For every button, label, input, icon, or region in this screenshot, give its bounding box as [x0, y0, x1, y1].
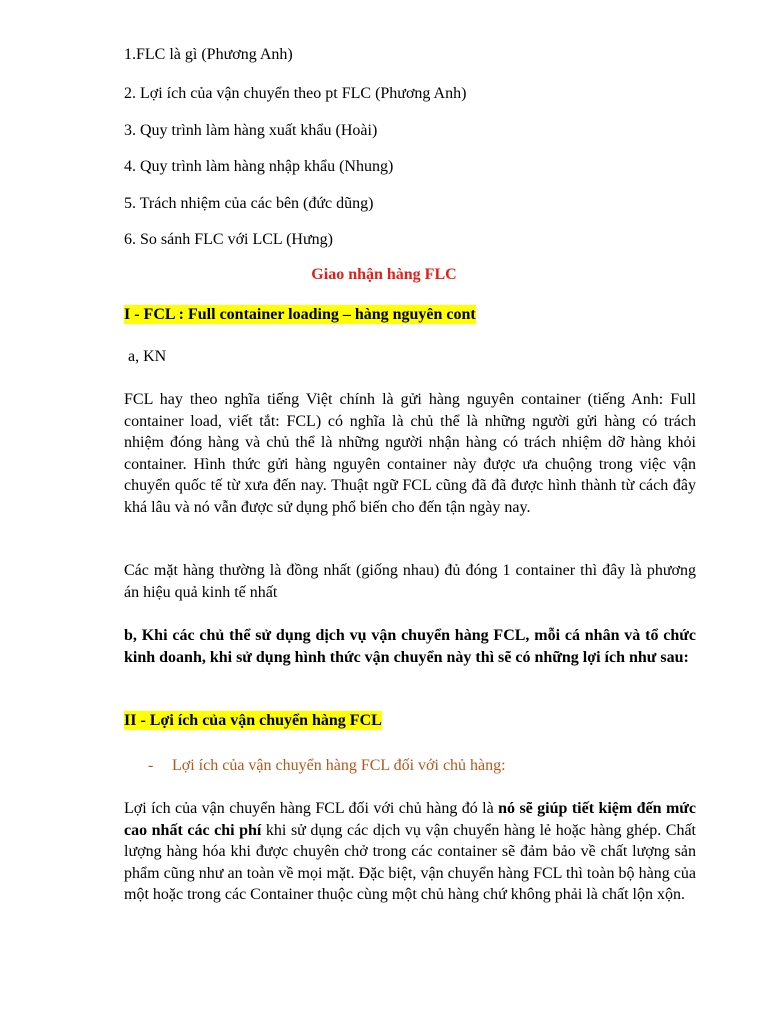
bullet-text: Lợi ích của vận chuyển hàng FCL đối với chủ hàng: — [172, 757, 506, 774]
section1-subheading: a, KN — [124, 348, 167, 365]
bullet-item — [148, 755, 506, 777]
section2-heading — [124, 710, 382, 732]
document-title: Giao nhận hàng FLC — [311, 266, 457, 283]
bullet-dash: - — [148, 757, 154, 774]
toc-item-5: 5. Trách nhiệm của các bên (đức dũng) — [124, 195, 374, 212]
section1-paragraph-3: b, Khi các chủ thể sử dụng dịch vụ vận chuyển hàng FCL, mỗi cá nhân và tổ chức kinh doanh, khi sử dụng hình thức vận chuyển này thì sẽ có những lợi ích như sau: — [124, 627, 696, 666]
section1-paragraph-2: Các mặt hàng thường là đồng nhất (giống nhau) đủ đóng 1 container thì đây là phương án hiệu quả kinh tế nhất — [124, 562, 696, 601]
section2-paragraph — [124, 798, 696, 906]
toc-item-1: 1.FLC là gì (Phương Anh) — [124, 46, 293, 63]
toc-item-4: 4. Quy trình làm hàng nhập khẩu (Nhung) — [124, 158, 394, 175]
section2-heading-text: II - Lợi ích của vận chuyển hàng FCL — [124, 712, 382, 729]
toc-item-2: 2. Lợi ích của vận chuyển theo pt FLC (Phương Anh) — [124, 85, 467, 102]
section1-heading — [124, 304, 476, 326]
toc-item-6: 6. So sánh FLC với LCL (Hưng) — [124, 231, 333, 248]
section2-paragraph-bold: nó sẽ giúp tiết kiệm đến mức cao nhất các chi phí — [124, 800, 697, 839]
section2-paragraph-end: khi sử dụng các dịch vụ vận chuyển hàng lẻ hoặc hàng ghép. Chất lượng hàng hóa khi được chuyên chở trong các container sẽ đảm bảo về chất lượng sản phẩm cũng như an toàn về mọi mặt. Đặc biệt, vận chuyển hàng FCL thì toàn bộ hàng của một hoặc trong các Container thuộc cùng một chủ hàng chứ không phải là chất lộn xộn. — [124, 821, 696, 903]
section1-heading-text: I - FCL : Full container loading – hàng nguyên cont — [124, 306, 476, 323]
section2-paragraph-start: Lợi ích của vận chuyển hàng FCL đối với chủ hàng đó là — [124, 800, 499, 817]
toc-item-3: 3. Quy trình làm hàng xuất khẩu (Hoài) — [124, 122, 378, 139]
section1-paragraph-1: FCL hay theo nghĩa tiếng Việt chính là gửi hàng nguyên container (tiếng Anh: Full container load, viết tắt: FCL) có nghĩa là chủ thể là những người gửi hàng có trách nhiệm đóng hàng và chủ thể là những người nhận hàng có trách nhiệm dỡ hàng khỏi container. Hình thức gửi hàng nguyên container này được ưa chuộng trong việc vận chuyển quốc tế từ xưa đến nay. Thuật ngữ FCL cũng đã đã được hình thành từ cách đây khá lâu và nó vẫn được sử dụng phổ biến cho đến tận ngày nay. — [124, 391, 696, 516]
